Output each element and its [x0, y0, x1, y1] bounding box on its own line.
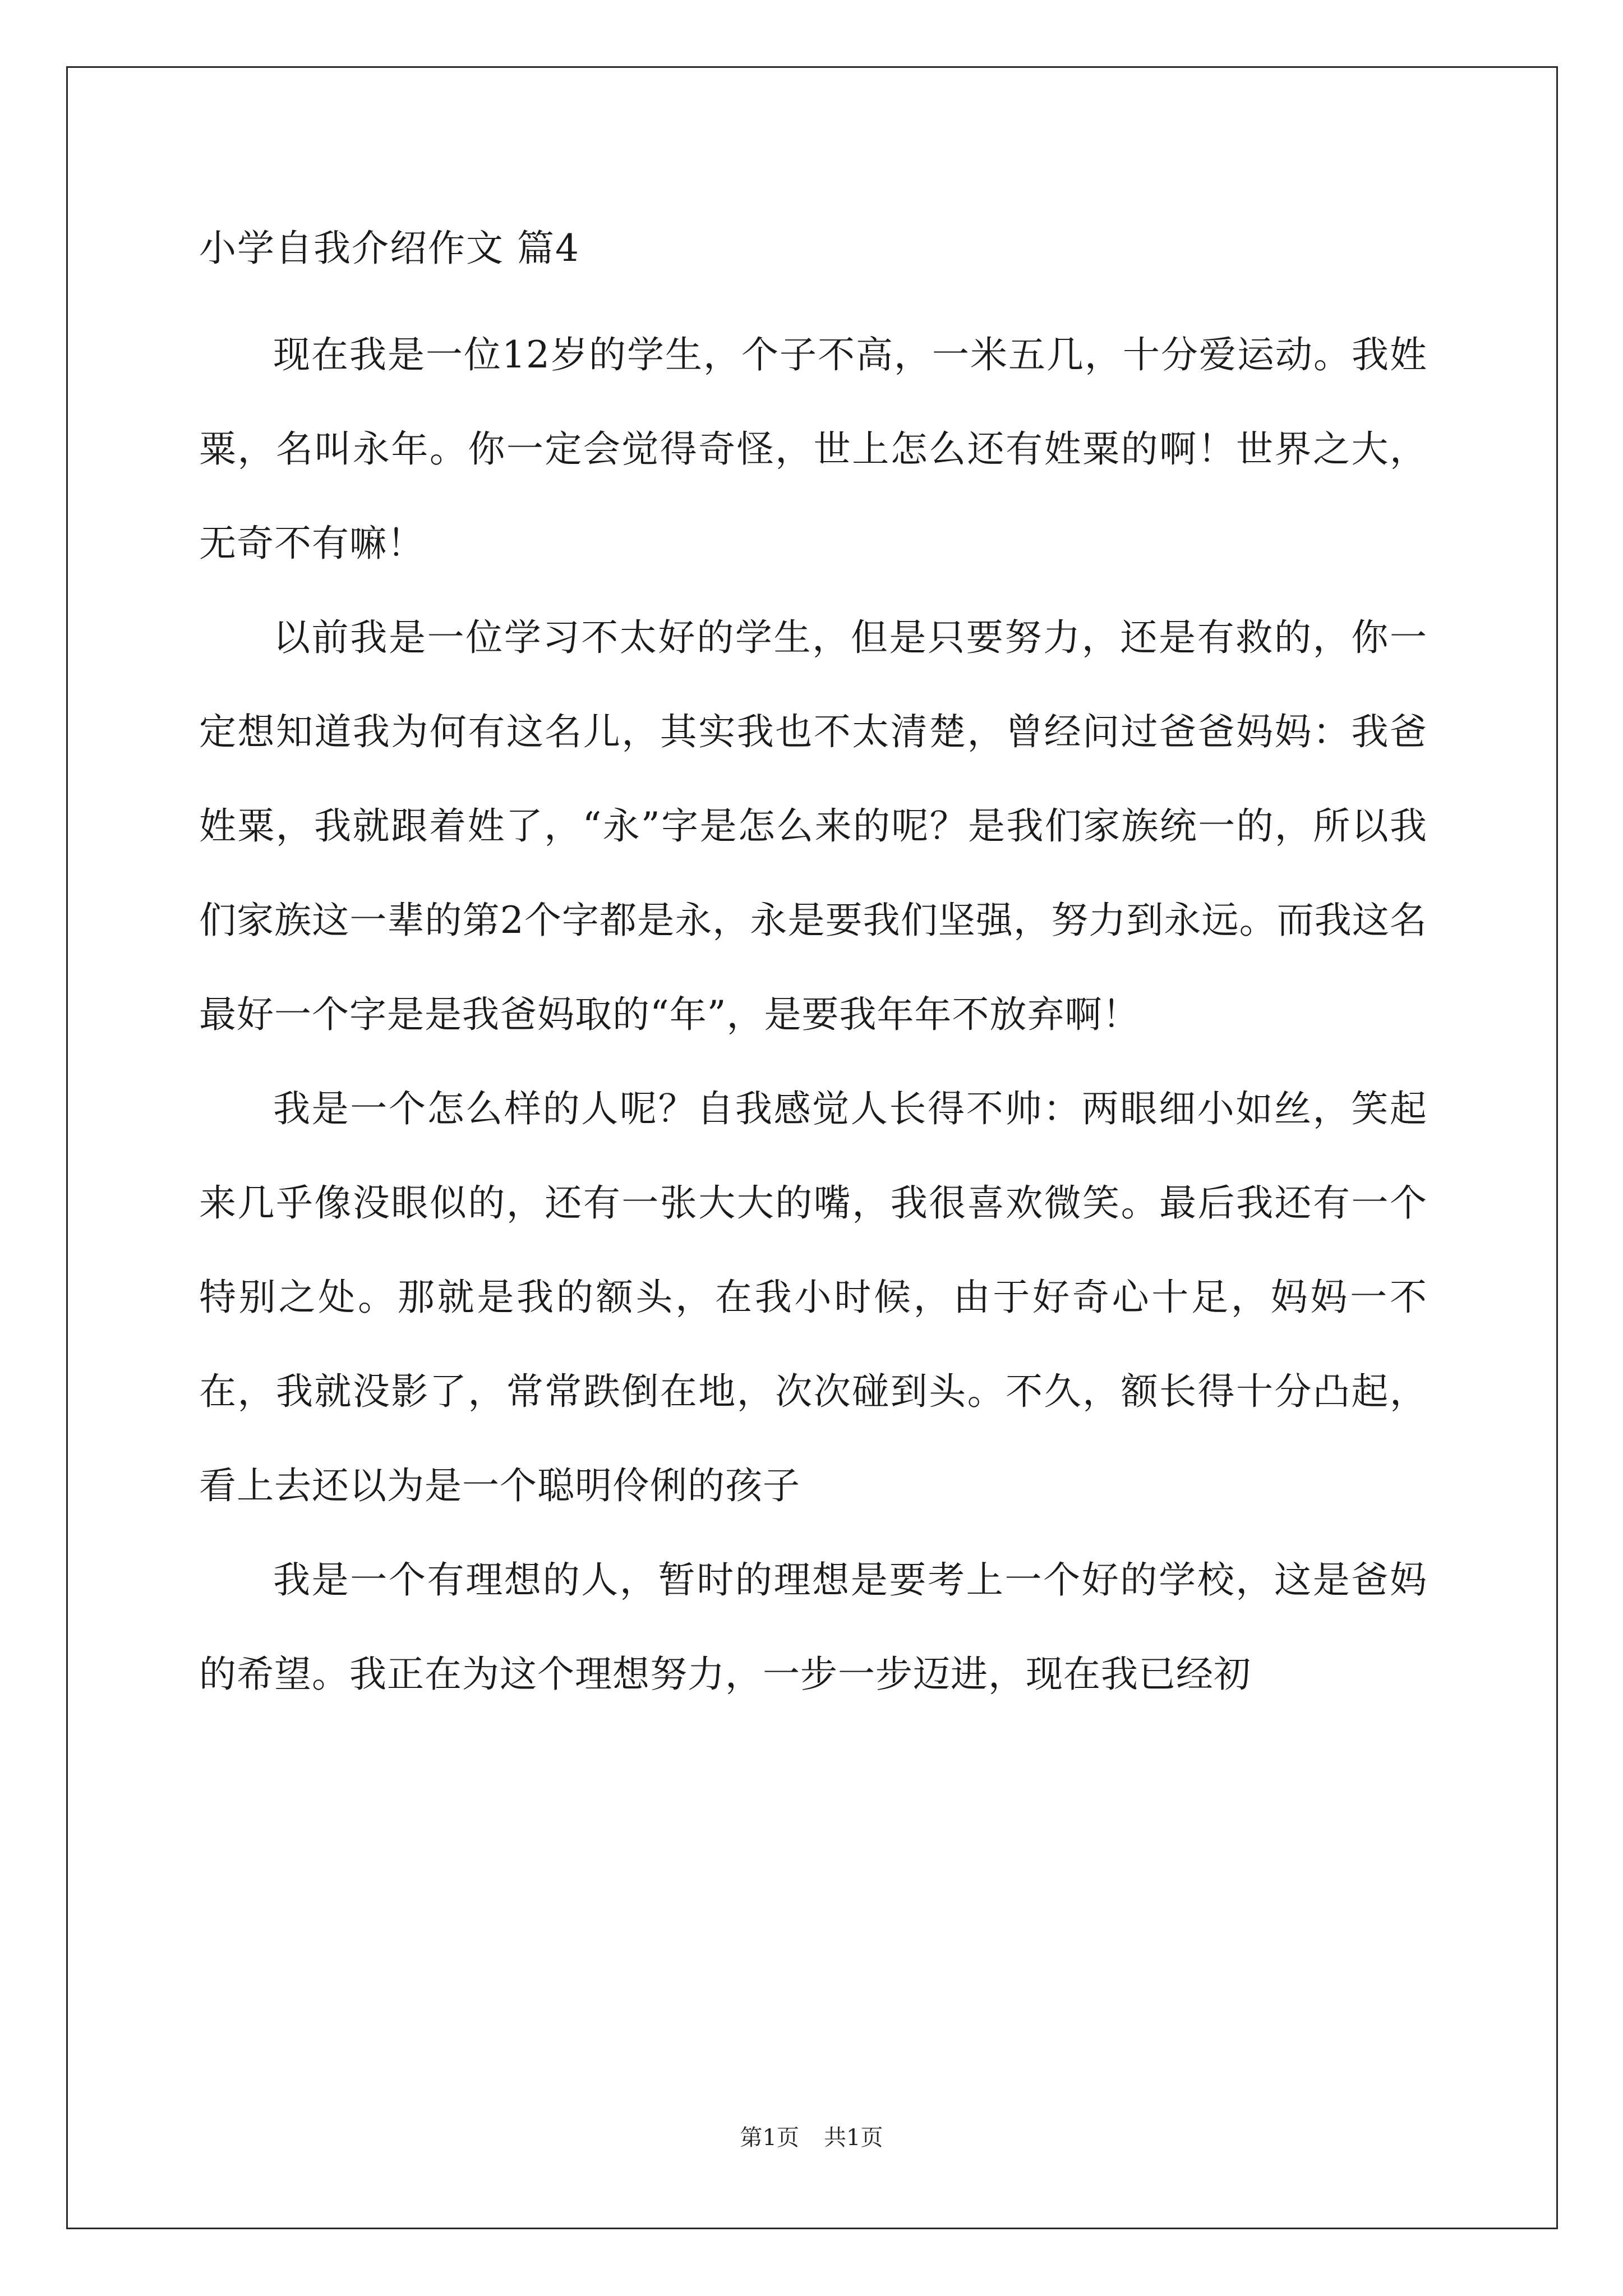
document-title: 小学自我介绍作文 篇4: [199, 227, 580, 270]
page-footer: [0, 2122, 1623, 2154]
paragraph-1: 现在我是一位12岁的学生，个子不高，一米五几，十分爱运动。我姓粟，名叫永年。你一定会觉得奇怪，世上怎么还有姓粟的啊！世界之大，无奇不有嘛！: [199, 333, 1427, 565]
paragraph-4: 我是一个有理想的人，暂时的理想是要考上一个好的学校，这是爸妈的希望。我正在为这个理想努力，一步一步迈进，现在我已经初: [199, 1558, 1427, 1696]
paragraph-2: 以前我是一位学习不太好的学生，但是只要努力，还是有救的，你一定想知道我为何有这名儿，其实我也不太清楚，曾经问过爸爸妈妈：我爸姓粟，我就跟着姓了，“永”字是怎么来的呢？是我们家族统一的，所以我们家族这一辈的第2个字都是永，永是要我们坚强，努力到永远。而我这名最好一个字是是我爸妈取的“年”，是要我年年不放弃啊！: [199, 616, 1427, 1036]
page-number: 第1页: [740, 2125, 799, 2151]
page-total: 共1页: [824, 2125, 883, 2151]
document-body: [199, 222, 1427, 1722]
paragraph-3: 我是一个怎么样的人呢？自我感觉人长得不帅：两眼细小如丝，笑起来几乎像没眼似的，还有一张大大的嘴，我很喜欢微笑。最后我还有一个特别之处。那就是我的额头，在我小时候，由于好奇心十足，妈妈一不在，我就没影了，常常跌倒在地，次次碰到头。不久，额长得十分凸起，看上去还以为是一个聪明伶俐的孩子: [199, 1087, 1427, 1507]
